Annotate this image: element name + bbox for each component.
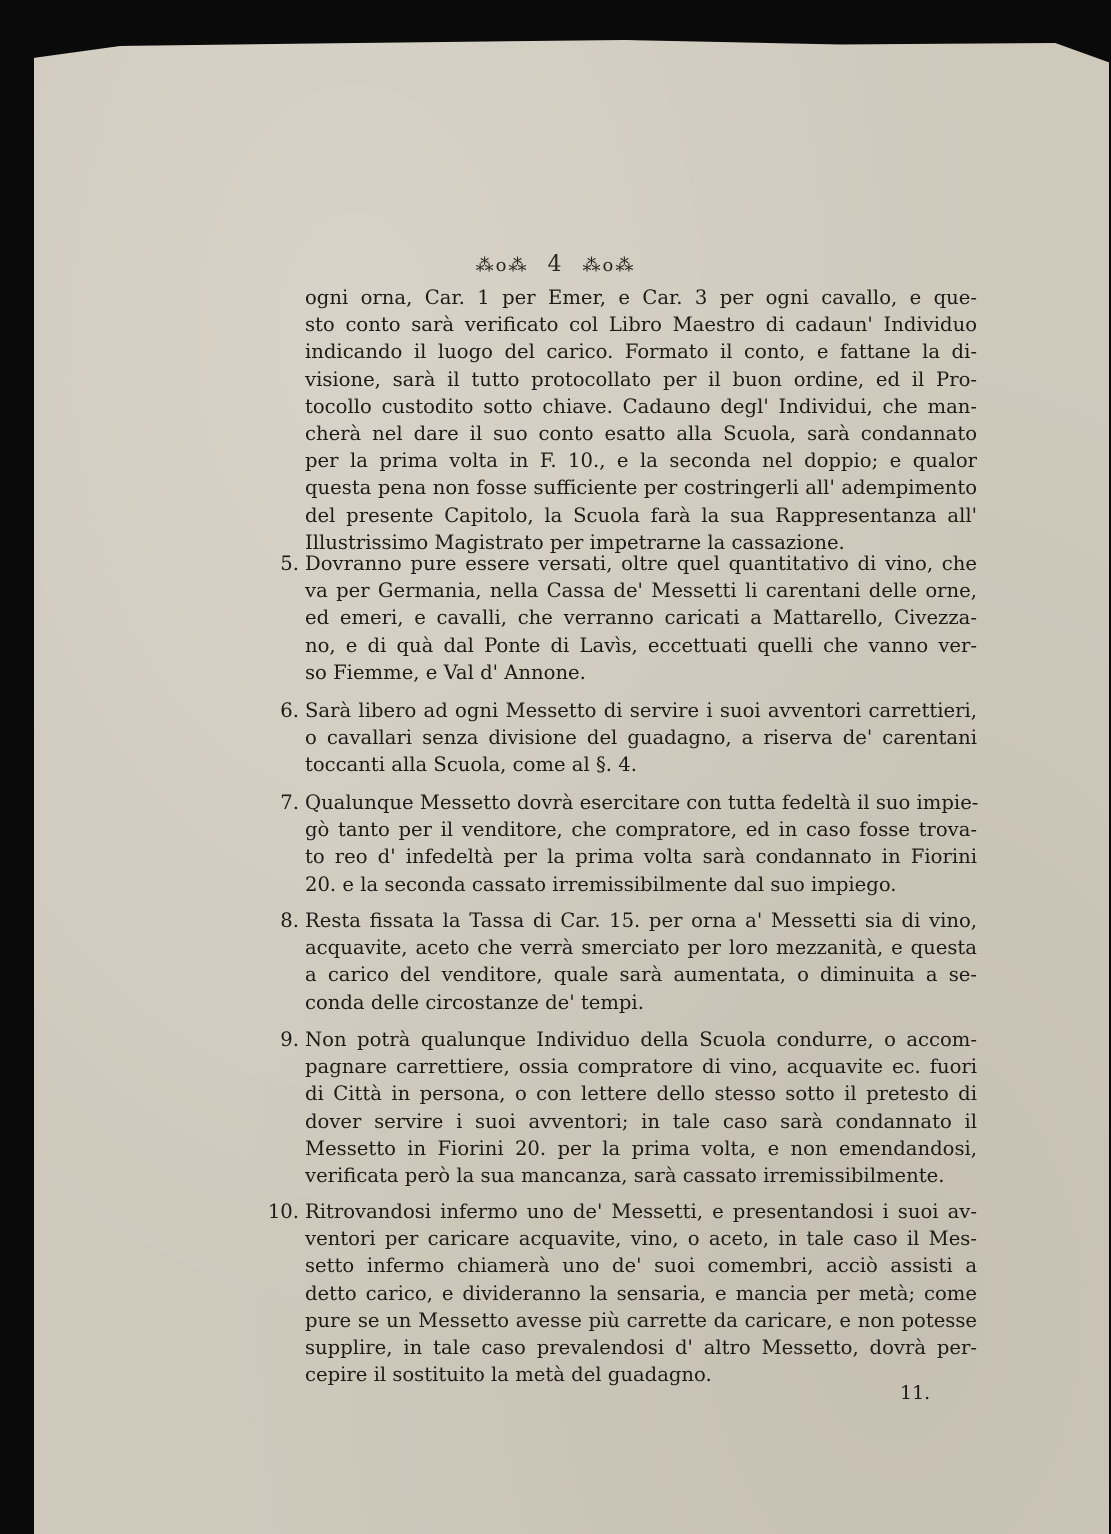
text-line: o cavallari senza divisione del guadagno, a riserva de' carentani	[305, 726, 977, 750]
text-line: pagnare carrettiere, ossia compratore di vino, acquavite ec. fuori	[305, 1055, 977, 1079]
text-line: Illustrissimo Magistrato per impetrarne la cassazione.	[305, 530, 845, 554]
text-line: visione, sarà il tutto protocollato per il buon ordine, ed il Pro-	[305, 367, 977, 391]
text-line: supplire, in tale caso prevalendosi d' altro Messetto, dovrà per-	[305, 1335, 977, 1359]
text-line: sto conto sarà verificato col Libro Maestro di cadaun' Individuo	[305, 313, 977, 337]
text-line: Dovranno pure essere versati, oltre quel quantitativo di vino, che	[305, 552, 977, 575]
text-line: Resta fissata la Tassa di Car. 15. per orna a' Messetti sia di vino,	[305, 909, 977, 932]
text-line: ed emeri, e cavalli, che verranno caricati a Mattarello, Civezza-	[305, 606, 977, 630]
text-line: questa pena non fosse sufficiente per costringerli all' adempimento	[305, 476, 977, 500]
text-line: Messetto in Fiorini 20. per la prima volta, e non emendandosi,	[305, 1136, 977, 1160]
page-header	[0, 252, 1111, 277]
text-line: Qualunque Messetto dovrà esercitare con tutta fedeltà il suo impie-	[305, 791, 979, 814]
text-line: acquavite, aceto che verrà smerciato per loro mezzanità, e questa	[305, 936, 977, 960]
continued-paragraph	[305, 284, 977, 556]
article-number: 10.	[267, 1200, 299, 1223]
article-5	[280, 550, 977, 686]
article-10	[267, 1198, 977, 1388]
catchword: 11.	[900, 1382, 931, 1404]
text-line: so Fiemme, e Val d' Annone.	[305, 660, 586, 684]
article-number: 7.	[280, 791, 299, 814]
text-line: gò tanto per il venditore, che compratore, ed in caso fosse trova-	[305, 818, 977, 842]
text-line: a carico del venditore, quale sarà aumentata, o diminuita a se-	[305, 963, 977, 987]
text-line: setto infermo chiamerà uno de' suoi comembri, acciò assisti a	[305, 1254, 977, 1278]
article-number: 8.	[280, 909, 299, 932]
article-number: 9.	[280, 1028, 299, 1051]
header-ornament-left: ⁂o⁂	[475, 255, 529, 276]
text-line: detto carico, e divideranno la sensaria, e mancia per metà; come	[305, 1281, 977, 1305]
text-line: ventori per caricare acquavite, vino, o aceto, in tale caso il Mes-	[305, 1227, 977, 1251]
header-ornament-right: ⁂o⁂	[582, 255, 636, 276]
article-9	[280, 1026, 977, 1189]
text-line: indicando il luogo del carico. Formato il conto, e fattane la di-	[305, 340, 977, 364]
text-line: verificata però la sua mancanza, sarà cassato irremissibilmente.	[305, 1163, 945, 1187]
text-line: Ritrovandosi infermo uno de' Messetti, e presentandosi i suoi av-	[305, 1200, 977, 1223]
article-number: 6.	[280, 699, 299, 722]
text-line: va per Germania, nella Cassa de' Messetti li carentani delle orne,	[305, 579, 977, 603]
article-7	[280, 789, 979, 898]
page-number: 4	[547, 252, 564, 277]
text-line: tocollo custodito sotto chiave. Cadauno degl' Individui, che man-	[305, 394, 977, 418]
text-line: Non potrà qualunque Individuo della Scuola condurre, o accom-	[305, 1028, 977, 1051]
text-line: del presente Capitolo, la Scuola farà la sua Rappresentanza all'	[305, 503, 977, 527]
text-line: no, e di quà dal Ponte di Lavìs, eccettuati quelli che vanno ver-	[305, 633, 977, 657]
text-line: cepire il sostituito la metà del guadagno.	[305, 1363, 712, 1387]
article-6	[280, 697, 977, 779]
text-line: 20. e la seconda cassato irremissibilmente dal suo impiego.	[305, 872, 897, 896]
text-line: Sarà libero ad ogni Messetto di servire i suoi avventori carrettieri,	[305, 699, 977, 722]
text-line: dover servire i suoi avventori; in tale caso sarà condannato il	[305, 1109, 977, 1133]
text-line: per la prima volta in F. 10., e la seconda nel doppio; e qualor	[305, 449, 977, 473]
article-8	[280, 907, 977, 1016]
text-line: conda delle circostanze de' tempi.	[305, 990, 644, 1014]
text-line: toccanti alla Scuola, come al §. 4.	[305, 753, 637, 777]
text-line: pure se un Messetto avesse più carrette da caricare, e non potesse	[305, 1308, 977, 1332]
text-line: cherà nel dare il suo conto esatto alla Scuola, sarà condannato	[305, 421, 977, 445]
article-number: 5.	[280, 552, 299, 575]
text-line: to reo d' infedeltà per la prima volta sarà condannato in Fiorini	[305, 845, 977, 869]
text-line: ogni orna, Car. 1 per Emer, e Car. 3 per ogni cavallo, e que-	[305, 286, 977, 309]
text-line: di Città in persona, o con lettere dello stesso sotto il pretesto di	[305, 1082, 977, 1106]
